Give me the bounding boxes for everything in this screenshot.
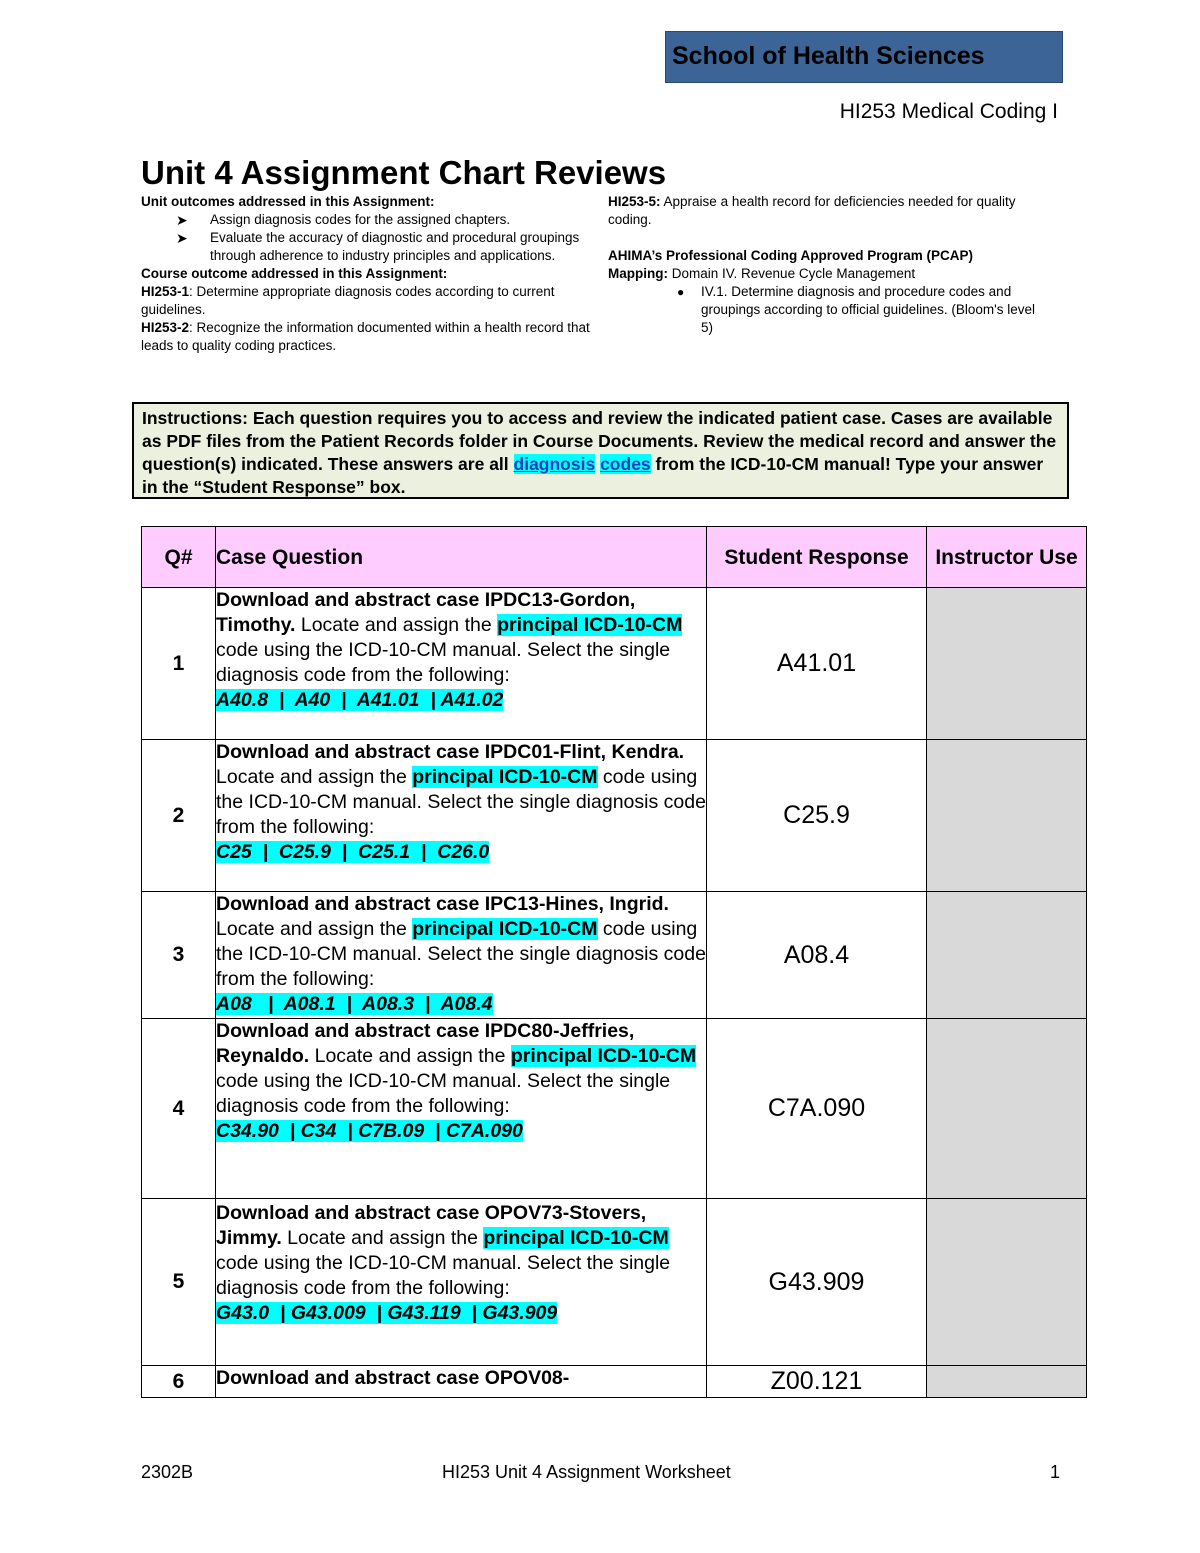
student-response[interactable]: A41.01: [707, 588, 927, 740]
instructor-use-cell: [927, 1199, 1087, 1366]
diagnosis-link[interactable]: diagnosis: [513, 454, 596, 474]
table-row: [142, 740, 1087, 892]
column-header-response: Student Response: [707, 527, 927, 588]
outcomes-right-column: [608, 193, 1048, 337]
arrow-bullet-icon: ➤: [176, 230, 188, 246]
case-question: Download and abstract case IPDC13-Gordon, Timothy. Locate and assign the principal ICD-10-CM code using the ICD-10-CM manual. Select the single diagnosis code from the following: A40.8 | A40 | A41.01 | A41.02: [216, 588, 707, 740]
footer-title: HI253 Unit 4 Assignment Worksheet: [442, 1462, 731, 1482]
case-question: Download and abstract case IPDC80-Jeffries, Reynaldo. Locate and assign the principal ICD-10-CM code using the ICD-10-CM manual. Select the single diagnosis code from the following: C34.90 | C34 | C7B.09 | C7A.090: [216, 1019, 707, 1199]
codes-link[interactable]: codes: [600, 454, 651, 474]
case-question: Download and abstract case OPOV08-: [216, 1366, 707, 1398]
table-row: [142, 588, 1087, 740]
course-outcome-heading: Course outcome addressed in this Assignment:: [141, 266, 448, 281]
question-number: 4: [142, 1019, 216, 1199]
case-question: Download and abstract case IPC13-Hines, Ingrid. Locate and assign the principal ICD-10-CM code using the ICD-10-CM manual. Select the single diagnosis code from the following: A08 | A08.1 | A08.3 | A08.4: [216, 892, 707, 1019]
student-response[interactable]: G43.909: [707, 1199, 927, 1366]
page-title: Unit 4 Assignment Chart Reviews: [141, 154, 667, 191]
course-title: HI253 Medical Coding I: [839, 100, 1058, 123]
unit-outcome-item: ➤ Assign diagnosis codes for the assigned chapters.: [141, 211, 596, 229]
instructor-use-cell: [927, 740, 1087, 892]
instructor-use-cell: [927, 892, 1087, 1019]
code-options: C34.90 | C34 | C7B.09 | C7A.090: [216, 1120, 523, 1142]
case-question: Download and abstract case IPDC01-Flint, Kendra. Locate and assign the principal ICD-10-CM code using the ICD-10-CM manual. Select the single diagnosis code from the following: C25 | C25.9 | C25.1 | C26.0: [216, 740, 707, 892]
code-options: A08 | A08.1 | A08.3 | A08.4: [216, 993, 493, 1015]
column-header-qnum: Q#: [142, 527, 216, 588]
student-response[interactable]: C7A.090: [707, 1019, 927, 1199]
table-row: [142, 1199, 1087, 1366]
question-number: 2: [142, 740, 216, 892]
student-response[interactable]: C25.9: [707, 740, 927, 892]
school-name: School of Health Sciences: [672, 42, 985, 70]
course-outcome-item: HI253-5: Appraise a health record for deficiencies needed for quality coding.: [608, 194, 1016, 227]
question-number: 5: [142, 1199, 216, 1366]
school-banner: [665, 31, 1063, 83]
pcap-heading: AHIMA’s Professional Coding Approved Program (PCAP): [608, 248, 974, 263]
code-options: C25 | C25.9 | C25.1 | C26.0: [216, 841, 490, 863]
bullet-dot-icon: ●: [677, 285, 685, 299]
unit-outcome-item: ➤ Evaluate the accuracy of diagnostic and procedural groupings through adherence to industry principles and applications.: [141, 229, 596, 265]
question-number: 6: [142, 1366, 216, 1398]
questions-table: [141, 526, 1087, 1398]
course-outcome-item: HI253-1: Determine appropriate diagnosis codes according to current guidelines.: [141, 284, 555, 317]
table-row: [142, 1366, 1087, 1398]
case-question: Download and abstract case OPOV73-Stovers, Jimmy. Locate and assign the principal ICD-10-CM code using the ICD-10-CM manual. Select the single diagnosis code from the following: G43.0 | G43.009 | G43.119 | G43.909: [216, 1199, 707, 1366]
code-options: A40.8 | A40 | A41.01 | A41.02: [216, 689, 504, 711]
instructor-use-cell: [927, 588, 1087, 740]
code-options: G43.0 | G43.009 | G43.119 | G43.909: [216, 1302, 558, 1324]
table-row: [142, 1019, 1087, 1199]
table-header-row: [142, 527, 1087, 588]
student-response[interactable]: A08.4: [707, 892, 927, 1019]
student-response[interactable]: Z00.121: [707, 1366, 927, 1398]
instructor-use-cell: [927, 1019, 1087, 1199]
instructions-box: Instructions: Each question requires you to access and review the indicated patient case. Cases are available as PDF files from the Patient Records folder in Course Documents. Review the medical record and answer the question(s) indicated. These answers are all diagnosis codes from the ICD-10-CM manual! Type your answer in the “Student Response” box.: [132, 402, 1069, 499]
pcap-mapping: Mapping: Domain IV. Revenue Cycle Management: [608, 266, 916, 281]
page-number: 1: [1050, 1462, 1061, 1482]
table-row: [142, 892, 1087, 1019]
unit-outcomes-heading: Unit outcomes addressed in this Assignment:: [141, 194, 435, 209]
instructor-use-cell: [927, 1366, 1087, 1398]
column-header-question: Case Question: [216, 527, 707, 588]
outcomes-left-column: [141, 193, 596, 355]
question-number: 1: [142, 588, 216, 740]
course-outcome-item: HI253-2: Recognize the information documented within a health record that leads to quality coding practices.: [141, 320, 590, 353]
arrow-bullet-icon: ➤: [176, 212, 188, 228]
footer-code: 2302B: [141, 1462, 194, 1482]
pcap-item: ● IV.1. Determine diagnosis and procedure codes and groupings according to official guidelines. (Bloom's level 5): [672, 283, 1048, 337]
question-number: 3: [142, 892, 216, 1019]
column-header-instructor: Instructor Use: [927, 527, 1087, 588]
